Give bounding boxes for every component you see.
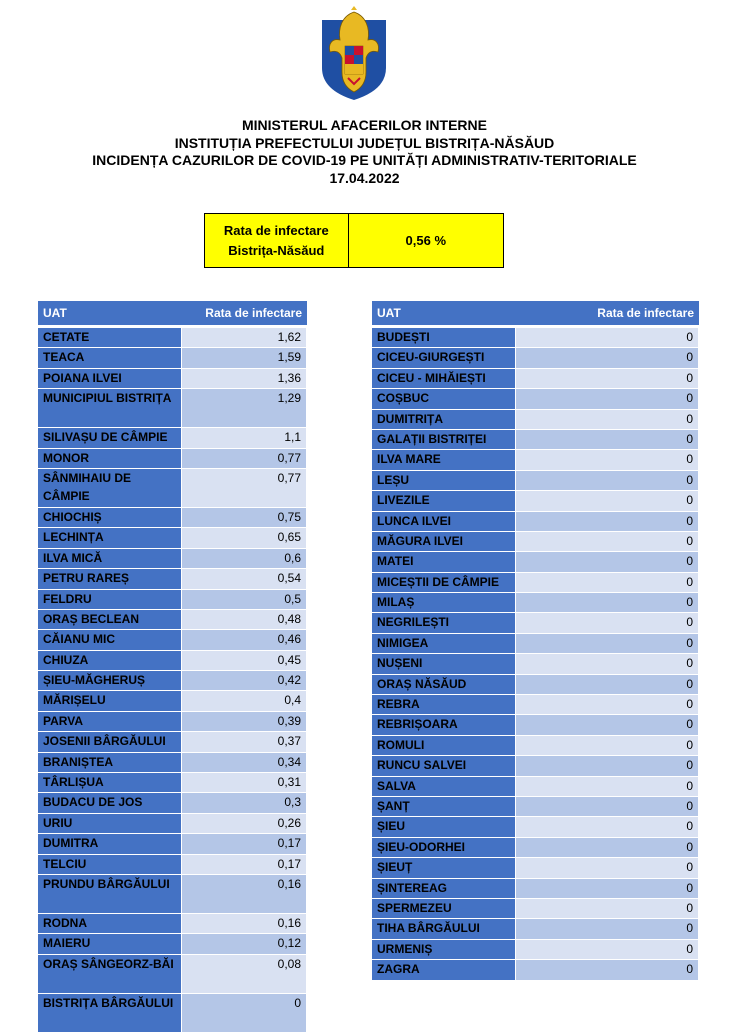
infection-rate-cell: 0,12 <box>182 934 307 954</box>
infection-rate-cell: 0,17 <box>182 855 307 875</box>
table-row <box>372 777 699 797</box>
uat-name-cell: CHIOCHIȘ <box>38 508 182 528</box>
uat-name-cell: ȘIEU <box>372 817 516 837</box>
table-row <box>372 491 699 511</box>
infection-rate-cell: 0 <box>516 838 699 858</box>
table-row <box>372 532 699 552</box>
uat-rates-table-right <box>372 301 699 981</box>
infection-rate-cell: 0,5 <box>182 590 307 610</box>
infection-rate-cell: 0 <box>516 532 699 552</box>
infection-rate-cell: 0 <box>516 410 699 430</box>
uat-name-cell: JOSENII BÂRGĂULUI <box>38 732 182 752</box>
report-date: 17.04.2022 <box>329 169 400 186</box>
table-row <box>372 940 699 960</box>
table-row <box>372 838 699 858</box>
infection-rate-cell: 1,36 <box>182 369 307 389</box>
infection-rate-cell: 0 <box>516 879 699 899</box>
table-row <box>372 654 699 674</box>
uat-name-cell: PRUNDU BÂRGĂULUI <box>38 875 182 914</box>
infection-rate-cell: 0 <box>516 960 699 980</box>
uat-name-cell: RODNA <box>38 914 182 934</box>
table-row <box>38 994 307 1033</box>
infection-rate-cell: 1,59 <box>182 348 307 368</box>
romania-coat-of-arms-icon <box>318 6 390 102</box>
uat-name-cell: TEACA <box>38 348 182 368</box>
infection-rate-cell: 0,37 <box>182 732 307 752</box>
uat-name-cell: SPERMEZEU <box>372 899 516 919</box>
column-header-uat: UAT <box>38 301 182 328</box>
uat-name-cell: NEGRILEȘTI <box>372 613 516 633</box>
uat-name-cell: ȘANȚ <box>372 797 516 817</box>
infection-rate-cell: 0 <box>516 899 699 919</box>
infection-rate-cell: 0 <box>516 797 699 817</box>
infection-rate-cell: 1,29 <box>182 389 307 428</box>
table-row <box>38 348 307 368</box>
infection-rate-cell: 0 <box>516 736 699 756</box>
infection-rate-cell: 0 <box>516 613 699 633</box>
infection-rate-cell: 0,17 <box>182 834 307 854</box>
table-row <box>38 428 307 448</box>
infection-rate-cell: 0,6 <box>182 549 307 569</box>
infection-rate-cell: 0 <box>516 715 699 735</box>
table-header-row <box>38 301 307 328</box>
uat-name-cell: ȘIEUȚ <box>372 858 516 878</box>
table-row <box>38 651 307 671</box>
uat-name-cell: LUNCA ILVEI <box>372 512 516 532</box>
table-row <box>372 797 699 817</box>
infection-rate-cell: 0,34 <box>182 753 307 773</box>
infection-rate-cell: 0 <box>516 593 699 613</box>
infection-rate-cell: 0,54 <box>182 569 307 589</box>
uat-name-cell: BISTRIȚA BÂRGĂULUI <box>38 994 182 1033</box>
summary-label-line2: Bistrița-Năsăud <box>228 242 325 258</box>
uat-name-cell: ILVA MARE <box>372 450 516 470</box>
table-row <box>372 613 699 633</box>
table-row <box>38 834 307 854</box>
table-row <box>372 756 699 776</box>
table-row <box>38 449 307 469</box>
infection-rate-cell: 0 <box>516 756 699 776</box>
infection-rate-cell: 0,08 <box>182 955 307 994</box>
uat-name-cell: ROMULI <box>372 736 516 756</box>
table-row <box>38 875 307 914</box>
table-row <box>372 695 699 715</box>
infection-rate-cell: 0 <box>516 430 699 450</box>
infection-rate-cell: 0 <box>516 675 699 695</box>
table-row <box>372 919 699 939</box>
infection-rate-cell: 0 <box>516 817 699 837</box>
table-row <box>372 817 699 837</box>
uat-name-cell: MUNICIPIUL BISTRIȚA <box>38 389 182 428</box>
table-row <box>372 675 699 695</box>
uat-name-cell: TIHA BÂRGĂULUI <box>372 919 516 939</box>
infection-rate-cell: 0,26 <box>182 814 307 834</box>
table-row <box>372 450 699 470</box>
uat-name-cell: MĂGURA ILVEI <box>372 532 516 552</box>
infection-rate-cell: 0,75 <box>182 508 307 528</box>
infection-rate-cell: 0,77 <box>182 449 307 469</box>
infection-rate-cell: 0 <box>516 389 699 409</box>
infection-rate-cell: 0 <box>516 940 699 960</box>
uat-name-cell: REBRA <box>372 695 516 715</box>
uat-name-cell: NUȘENI <box>372 654 516 674</box>
table-row <box>38 528 307 548</box>
table-row <box>372 369 699 389</box>
uat-name-cell: RUNCU SALVEI <box>372 756 516 776</box>
uat-name-cell: TÂRLIȘUA <box>38 773 182 793</box>
table-row <box>38 914 307 934</box>
table-row <box>372 593 699 613</box>
table-row <box>38 389 307 428</box>
infection-rate-cell: 0,4 <box>182 691 307 711</box>
uat-name-cell: ORAȘ BECLEAN <box>38 610 182 630</box>
summary-label-line1: Rata de infectare <box>223 222 329 238</box>
uat-name-cell: NIMIGEA <box>372 634 516 654</box>
uat-name-cell: LEȘU <box>372 471 516 491</box>
table-row <box>38 691 307 711</box>
uat-name-cell: COȘBUC <box>372 389 516 409</box>
uat-name-cell: ILVA MICĂ <box>38 549 182 569</box>
infection-rate-cell: 0 <box>516 919 699 939</box>
infection-rate-cell: 0,48 <box>182 610 307 630</box>
uat-name-cell: CETATE <box>38 328 182 348</box>
uat-name-cell: MICEȘTII DE CÂMPIE <box>372 573 516 593</box>
table-row <box>38 753 307 773</box>
infection-rate-cell: 0,3 <box>182 793 307 813</box>
document-heading <box>0 117 729 187</box>
column-header-rate: Rata de infectare <box>516 301 699 328</box>
uat-name-cell: MONOR <box>38 449 182 469</box>
uat-name-cell: CICEU - MIHĂIEȘTI <box>372 369 516 389</box>
table-row <box>38 590 307 610</box>
infection-rate-cell: 0 <box>516 654 699 674</box>
column-header-uat: UAT <box>372 301 516 328</box>
table-row <box>38 671 307 691</box>
table-row <box>372 430 699 450</box>
table-row <box>372 512 699 532</box>
uat-name-cell: URIU <box>38 814 182 834</box>
uat-name-cell: GALAȚII BISTRIȚEI <box>372 430 516 450</box>
table-row <box>372 858 699 878</box>
table-row <box>38 610 307 630</box>
uat-name-cell: BUDEȘTI <box>372 328 516 348</box>
uat-name-cell: BRANIȘTEA <box>38 753 182 773</box>
report-subject: INCIDENȚA CAZURILOR DE COVID-19 PE UNITĂȚI ADMINISTRATIV-TERITORIALE <box>92 152 637 168</box>
table-row <box>372 410 699 430</box>
county-summary-value: 0,56 % <box>348 214 503 268</box>
table-row <box>372 471 699 491</box>
table-row <box>38 793 307 813</box>
uat-name-cell: PETRU RAREȘ <box>38 569 182 589</box>
infection-rate-cell: 0 <box>516 512 699 532</box>
uat-name-cell: SILIVAȘU DE CÂMPIE <box>38 428 182 448</box>
uat-name-cell: MĂRIȘELU <box>38 691 182 711</box>
infection-rate-cell: 0,31 <box>182 773 307 793</box>
uat-rates-table-left <box>38 301 307 1033</box>
infection-rate-cell: 0 <box>516 695 699 715</box>
infection-rate-cell: 0 <box>516 450 699 470</box>
infection-rate-cell: 0 <box>516 634 699 654</box>
infection-rate-cell: 0 <box>516 858 699 878</box>
uat-name-cell: ORAȘ NĂSĂUD <box>372 675 516 695</box>
uat-name-cell: ȘIEU-ODORHEI <box>372 838 516 858</box>
uat-name-cell: MILAȘ <box>372 593 516 613</box>
infection-rate-cell: 0,65 <box>182 528 307 548</box>
infection-rate-cell: 1,62 <box>182 328 307 348</box>
uat-name-cell: LIVEZILE <box>372 491 516 511</box>
table-row <box>38 369 307 389</box>
table-row <box>38 855 307 875</box>
infection-rate-cell: 0,46 <box>182 630 307 650</box>
uat-name-cell: CĂIANU MIC <box>38 630 182 650</box>
infection-rate-cell: 1,1 <box>182 428 307 448</box>
table-row <box>38 934 307 954</box>
uat-name-cell: TELCIU <box>38 855 182 875</box>
table-row <box>372 634 699 654</box>
infection-rate-cell: 0,42 <box>182 671 307 691</box>
table-row <box>372 552 699 572</box>
table-row <box>38 328 307 348</box>
table-header-row <box>372 301 699 328</box>
infection-rate-cell: 0 <box>516 552 699 572</box>
uat-name-cell: ZAGRA <box>372 960 516 980</box>
uat-name-cell: ȘINTEREAG <box>372 879 516 899</box>
table-row <box>372 573 699 593</box>
uat-name-cell: CICEU-GIURGEȘTI <box>372 348 516 368</box>
infection-rate-cell: 0 <box>516 328 699 348</box>
uat-name-cell: FELDRU <box>38 590 182 610</box>
table-row <box>372 328 699 348</box>
uat-name-cell: BUDACU DE JOS <box>38 793 182 813</box>
table-row <box>38 712 307 732</box>
infection-rate-cell: 0 <box>516 573 699 593</box>
table-row <box>38 732 307 752</box>
table-row <box>372 715 699 735</box>
infection-rate-cell: 0 <box>516 777 699 797</box>
uat-name-cell: REBRIȘOARA <box>372 715 516 735</box>
table-row <box>372 348 699 368</box>
ministry-title: MINISTERUL AFACERILOR INTERNE <box>241 117 487 133</box>
uat-name-cell: ȘIEU-MĂGHERUȘ <box>38 671 182 691</box>
table-row <box>372 899 699 919</box>
table-row <box>38 508 307 528</box>
infection-rate-cell: 0,16 <box>182 875 307 914</box>
uat-name-cell: MATEI <box>372 552 516 572</box>
table-row <box>38 955 307 994</box>
infection-rate-cell: 0 <box>516 471 699 491</box>
uat-name-cell: PARVA <box>38 712 182 732</box>
uat-name-cell: ORAȘ SÂNGEORZ-BĂI <box>38 955 182 994</box>
table-row <box>38 569 307 589</box>
uat-name-cell: DUMITRA <box>38 834 182 854</box>
infection-rate-cell: 0 <box>516 491 699 511</box>
table-row <box>372 879 699 899</box>
infection-rate-cell: 0,45 <box>182 651 307 671</box>
infection-rate-cell: 0,39 <box>182 712 307 732</box>
infection-rate-cell: 0 <box>516 348 699 368</box>
infection-rate-cell: 0,16 <box>182 914 307 934</box>
table-row <box>38 630 307 650</box>
uat-name-cell: DUMITRIȚA <box>372 410 516 430</box>
table-row <box>372 736 699 756</box>
uat-name-cell: POIANA ILVEI <box>38 369 182 389</box>
infection-rate-cell: 0,77 <box>182 469 307 508</box>
table-row <box>38 773 307 793</box>
infection-rate-cell: 0 <box>516 369 699 389</box>
institution-title: INSTITUȚIA PREFECTULUI JUDEȚUL BISTRIȚA-NĂSĂUD <box>174 134 555 151</box>
uat-name-cell: URMENIȘ <box>372 940 516 960</box>
uat-name-cell: SÂNMIHAIU DE CÂMPIE <box>38 469 182 508</box>
table-row <box>38 814 307 834</box>
uat-name-cell: MAIERU <box>38 934 182 954</box>
uat-name-cell: LECHINȚA <box>38 528 182 548</box>
county-summary-label <box>205 214 349 268</box>
county-summary-box <box>204 213 504 268</box>
uat-name-cell: SALVA <box>372 777 516 797</box>
uat-name-cell: CHIUZA <box>38 651 182 671</box>
infection-rate-cell: 0 <box>182 994 307 1033</box>
table-row <box>372 960 699 980</box>
table-row <box>38 549 307 569</box>
table-row <box>38 469 307 508</box>
table-row <box>372 389 699 409</box>
column-header-rate: Rata de infectare <box>182 301 307 328</box>
